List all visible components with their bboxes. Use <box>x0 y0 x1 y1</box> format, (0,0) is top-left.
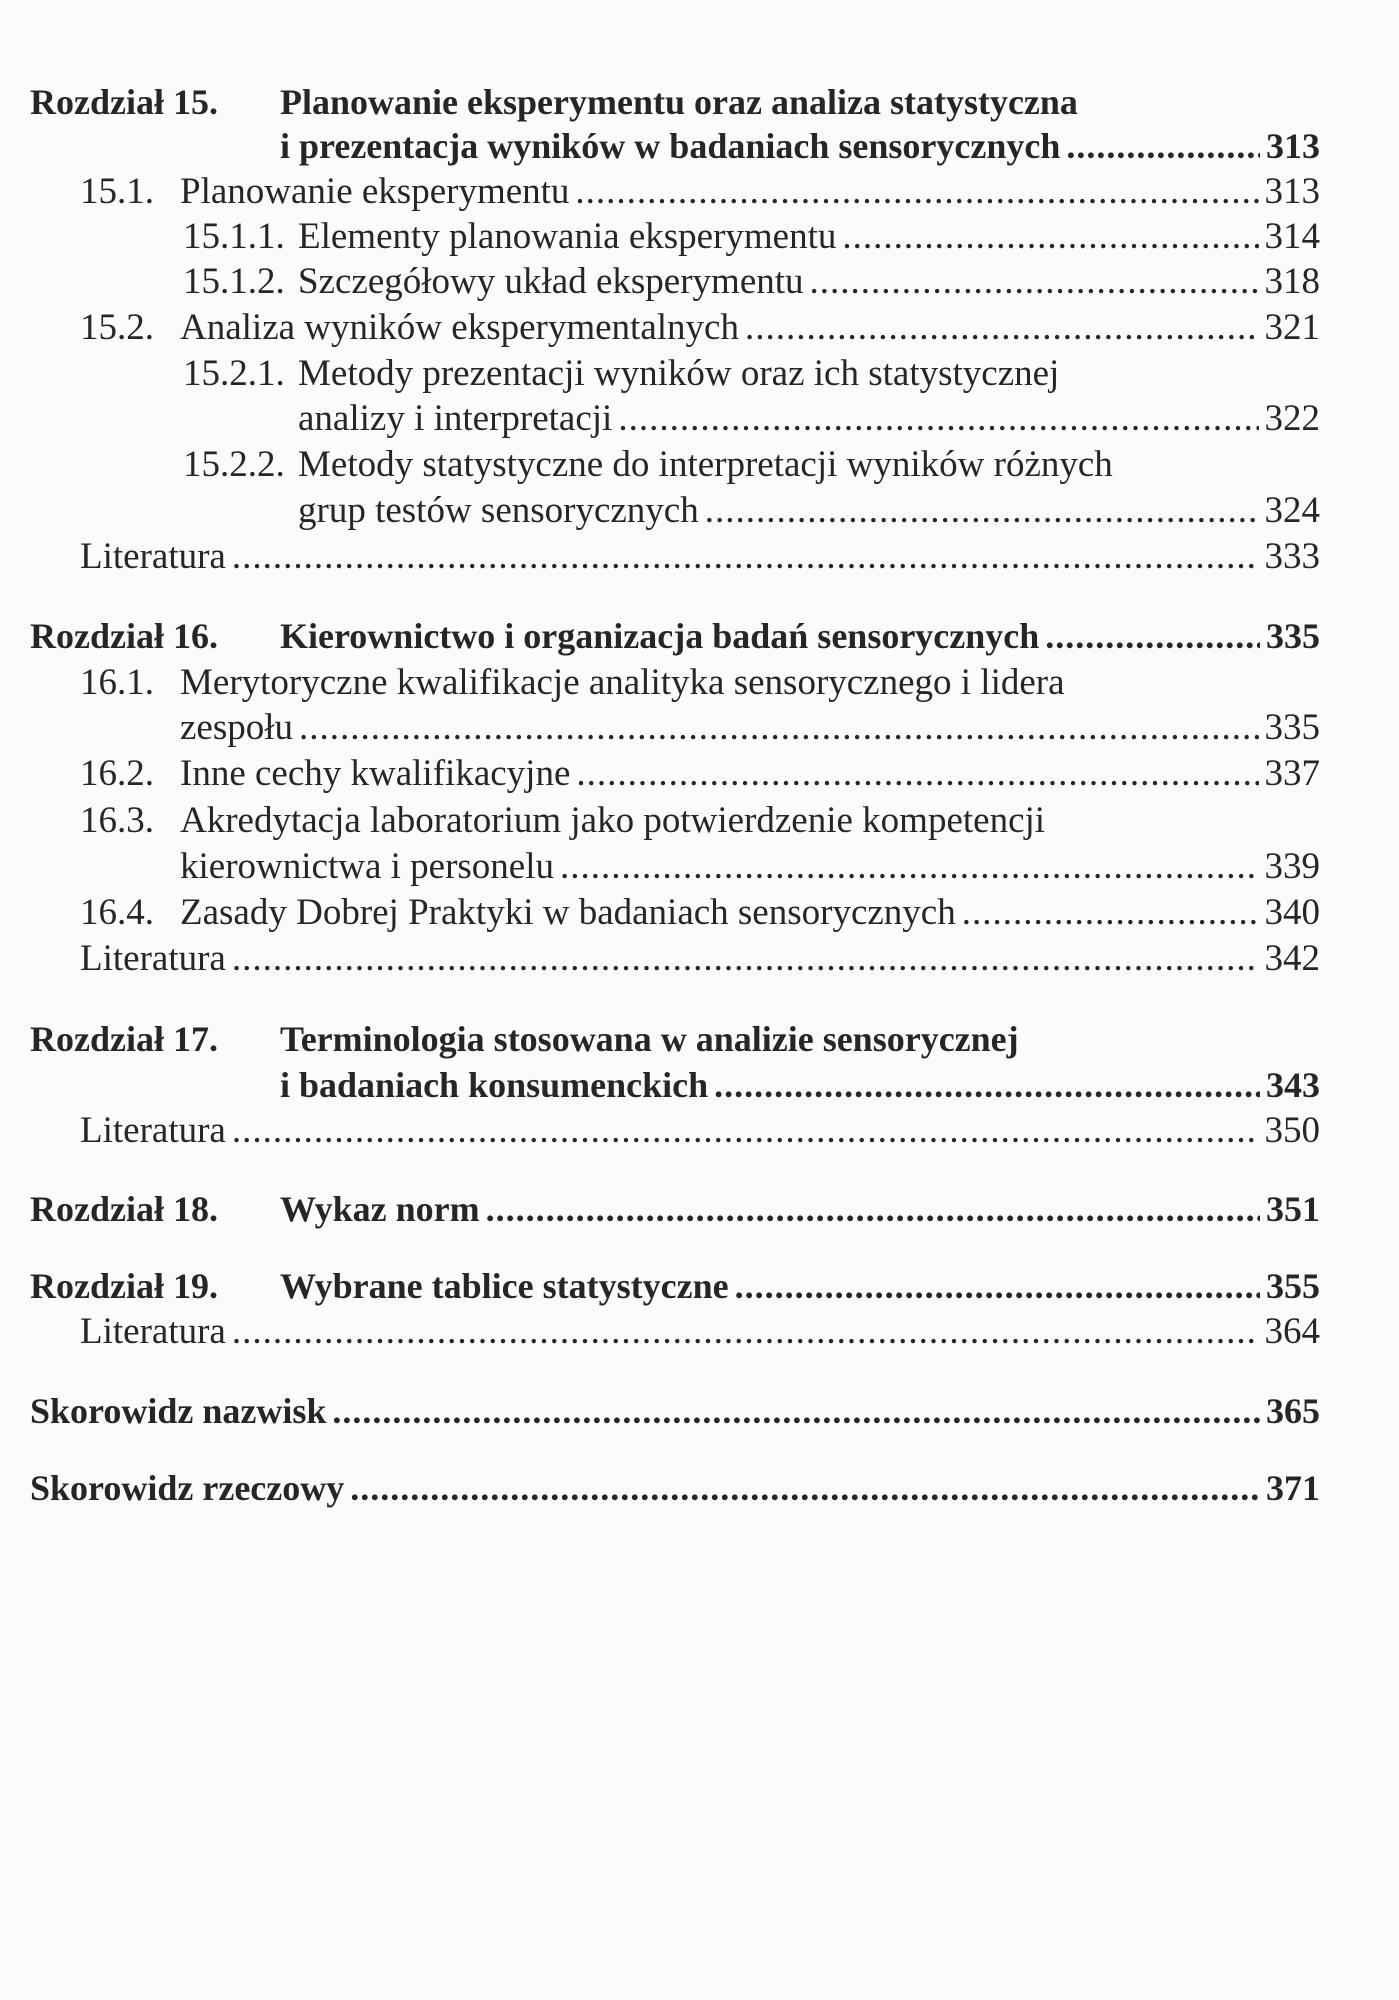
dot-leader <box>714 1063 1260 1107</box>
toc-title: Planowanie eksperymentu oraz analiza statystyczna <box>280 82 1078 122</box>
page-number: 339 <box>1264 846 1320 887</box>
toc-title: Literatura <box>80 1311 226 1352</box>
page-number: 342 <box>1264 938 1320 979</box>
toc-title: grup testów sensorycznych <box>298 490 699 531</box>
toc-entry-lit19 <box>80 1310 1320 1354</box>
toc-entry-lit16 <box>80 937 1320 981</box>
toc-number: 15.1. <box>80 171 154 212</box>
dot-leader <box>575 170 1258 214</box>
dot-leader <box>745 306 1259 350</box>
toc-title: Elementy planowania eksperymentu <box>298 216 837 257</box>
toc-number: Rozdział 18. <box>30 1189 218 1229</box>
toc-title: Metody prezentacji wyników oraz ich statystycznej <box>298 353 1060 394</box>
page-number: 371 <box>1266 1468 1320 1508</box>
toc-title: analizy i interpretacji <box>298 398 613 439</box>
toc-entry-s15-2-1b <box>298 397 1320 441</box>
page-number: 350 <box>1264 1110 1320 1151</box>
toc-entry-s15-1 <box>80 170 1320 214</box>
toc-number: Rozdział 19. <box>30 1266 218 1306</box>
page-number: 324 <box>1264 490 1320 531</box>
page-number: 335 <box>1264 707 1320 748</box>
page-number: 321 <box>1264 307 1320 348</box>
toc-number: 16.3. <box>80 800 154 841</box>
toc-entry-s16-3b <box>180 845 1320 889</box>
toc-entry-s16-3a <box>80 799 1320 843</box>
toc-title: Inne cechy kwalifikacyjne <box>180 753 571 794</box>
toc-entry-lit15 <box>80 535 1320 579</box>
dot-leader <box>232 1310 1259 1354</box>
toc-number: Rozdział 15. <box>30 82 218 122</box>
toc-entry-s15-2 <box>80 306 1320 350</box>
toc-entry-s16-4 <box>80 891 1320 935</box>
dot-leader <box>576 752 1258 796</box>
dot-leader <box>232 1109 1259 1153</box>
toc-entry-s16-1b <box>180 706 1320 750</box>
dot-leader <box>486 1187 1260 1231</box>
toc-title: Wykaz norm <box>280 1189 480 1229</box>
toc-entry-ch19 <box>30 1264 1320 1308</box>
toc-title: Akredytacja laboratorium jako potwierdzenie kompetencji <box>180 800 1046 841</box>
toc-title: Szczegółowy układ eksperymentu <box>298 261 804 302</box>
dot-leader <box>705 489 1259 533</box>
toc-entry-ch18 <box>30 1187 1320 1231</box>
page-number: 364 <box>1264 1311 1320 1352</box>
toc-title: Planowanie eksperymentu <box>180 171 570 212</box>
toc-entry-s15-2-2a <box>183 443 1320 487</box>
toc-title: Wybrane tablice statystyczne <box>280 1266 729 1306</box>
toc-title: Metody statystyczne do interpretacji wyników różnych <box>298 444 1113 485</box>
toc-title: Literatura <box>80 938 226 979</box>
toc-entry-s15-2-2b <box>298 489 1320 533</box>
dot-leader <box>299 706 1258 750</box>
page-number: 313 <box>1266 126 1320 166</box>
toc-title: i prezentacja wyników w badaniach sensorycznych <box>280 126 1061 166</box>
page-number: 343 <box>1266 1065 1320 1105</box>
toc-title: Literatura <box>80 536 226 577</box>
toc-title: kierownictwa i personelu <box>180 846 554 887</box>
toc-title: Skorowidz rzeczowy <box>30 1468 345 1508</box>
toc-entry-s15-1-1 <box>183 215 1320 259</box>
dot-leader <box>560 845 1259 889</box>
page-number: 318 <box>1264 261 1320 302</box>
toc-entry-s15-2-1a <box>183 352 1320 396</box>
page-number: 333 <box>1264 536 1320 577</box>
toc-entry-ch15-title-1 <box>30 80 1320 124</box>
toc-title: Zasady Dobrej Praktyki w badaniach sensorycznych <box>180 892 956 933</box>
toc-title: Merytoryczne kwalifikacje analityka sensorycznego i lidera <box>180 662 1065 703</box>
toc-number: 16.1. <box>80 662 154 703</box>
toc-number: Rozdział 16. <box>30 616 218 656</box>
dot-leader <box>1045 614 1260 658</box>
toc-number: 16.2. <box>80 753 154 794</box>
dot-leader <box>735 1264 1260 1308</box>
dot-leader <box>1066 124 1260 168</box>
dot-leader <box>232 535 1259 579</box>
dot-leader <box>810 260 1259 304</box>
toc-number: 15.1.1. <box>183 216 285 257</box>
toc-title: Terminologia stosowana w analizie sensorycznej <box>280 1019 1019 1059</box>
toc-entry-lit17 <box>80 1109 1320 1153</box>
dot-leader <box>962 891 1259 935</box>
toc-entry-ch16 <box>30 614 1320 658</box>
toc-title: i badaniach konsumenckich <box>280 1065 709 1105</box>
toc-title: Skorowidz nazwisk <box>30 1391 327 1431</box>
toc-entry-s16-1a <box>80 661 1320 705</box>
dot-leader <box>842 215 1258 259</box>
page-number: 337 <box>1264 753 1320 794</box>
dot-leader <box>618 397 1258 441</box>
toc-entry-ch17-title-1 <box>30 1017 1320 1061</box>
dot-leader <box>332 1389 1260 1433</box>
page-number: 351 <box>1266 1189 1320 1229</box>
toc-title: Kierownictwo i organizacja badań sensorycznych <box>280 616 1040 656</box>
toc-entry-idx-names <box>30 1389 1320 1433</box>
toc-title: Literatura <box>80 1110 226 1151</box>
page-number: 340 <box>1264 892 1320 933</box>
toc-number: 15.1.2. <box>183 261 285 302</box>
page-number: 322 <box>1264 398 1320 439</box>
toc-entry-s15-1-2 <box>183 260 1320 304</box>
toc-title: zespołu <box>180 707 294 748</box>
page-number: 355 <box>1266 1266 1320 1306</box>
dot-leader <box>232 937 1259 981</box>
toc-entry-s16-2 <box>80 752 1320 796</box>
toc-entry-idx-subjects <box>30 1466 1320 1510</box>
toc-number: 15.2.1. <box>183 353 285 394</box>
page-number: 314 <box>1264 216 1320 257</box>
toc-title: Analiza wyników eksperymentalnych <box>180 307 739 348</box>
toc-entry-ch15-title-2 <box>280 124 1320 168</box>
toc-number: 15.2. <box>80 307 154 348</box>
dot-leader <box>350 1466 1260 1510</box>
toc-number: Rozdział 17. <box>30 1019 218 1059</box>
toc-number: 16.4. <box>80 892 154 933</box>
toc-entry-ch17-title-2 <box>280 1063 1320 1107</box>
page-number: 365 <box>1266 1391 1320 1431</box>
toc-number: 15.2.2. <box>183 444 285 485</box>
page-number: 335 <box>1266 616 1320 656</box>
page-number: 313 <box>1264 171 1320 212</box>
